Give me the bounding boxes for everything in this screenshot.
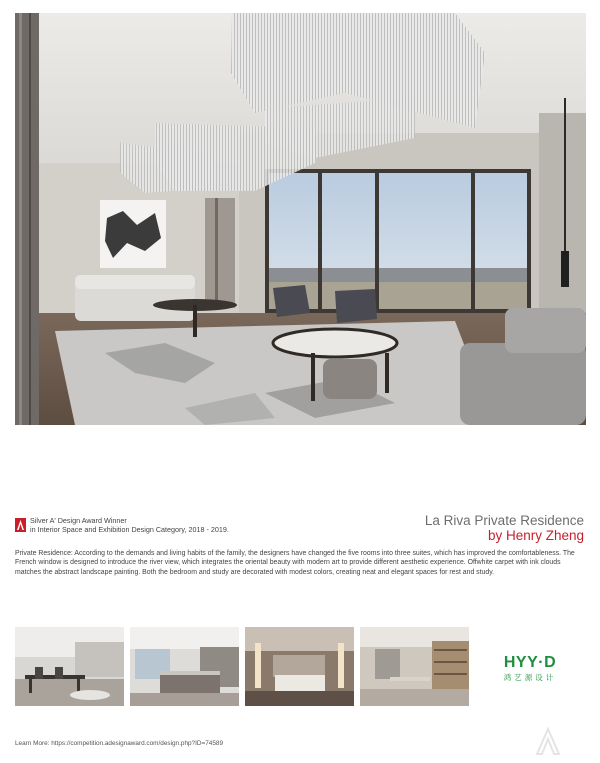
dining-room-photo <box>15 627 124 706</box>
brand-name: HYY·D <box>503 654 557 671</box>
award-title: Silver A' Design Award Winner <box>30 516 127 525</box>
a-design-award-logo-icon <box>15 518 26 532</box>
award-block <box>15 517 229 534</box>
living-room-photo <box>15 13 586 425</box>
designer-name: by Henry Zheng <box>487 528 584 543</box>
title-block <box>425 513 584 543</box>
hero-photo <box>15 13 586 425</box>
learn-more-link[interactable]: Learn More: https://competition.adesignaward.com/design.php?ID=74589 <box>15 740 224 747</box>
project-title: La Riva Private Residence <box>424 513 584 528</box>
bedroom-photo <box>245 627 354 706</box>
thumbnail-dining <box>15 627 124 706</box>
thumbnail-bedroom <box>245 627 354 706</box>
award-category: in Interior Space and Exhibition Design Category, 2018 - 2019. <box>30 524 229 534</box>
project-description: Private Residence: According to the demands and living habits of the family, the designers have changed the five rooms into three suites, which has improved the comfortableness. The French window is designed to introduce the river view, which integrates the oriental beauty with modern art to provide different aesthetic experience. Offwhite carpet with ink clouds matches the abstract landscape painting. Both the bedroom and study are decorated with modest colors, creating neat and elegant spaces for rest and study. <box>15 550 575 576</box>
kitchen-photo <box>130 627 239 706</box>
thumbnail-strip <box>15 627 469 706</box>
brand-subtitle: 鸿艺源设计 <box>503 673 557 682</box>
thumbnail-kitchen <box>130 627 239 706</box>
a-award-watermark-icon <box>534 726 562 756</box>
thumbnail-study <box>360 627 469 706</box>
brand-logo <box>487 654 573 682</box>
study-photo <box>360 627 469 706</box>
award-text <box>30 517 229 534</box>
